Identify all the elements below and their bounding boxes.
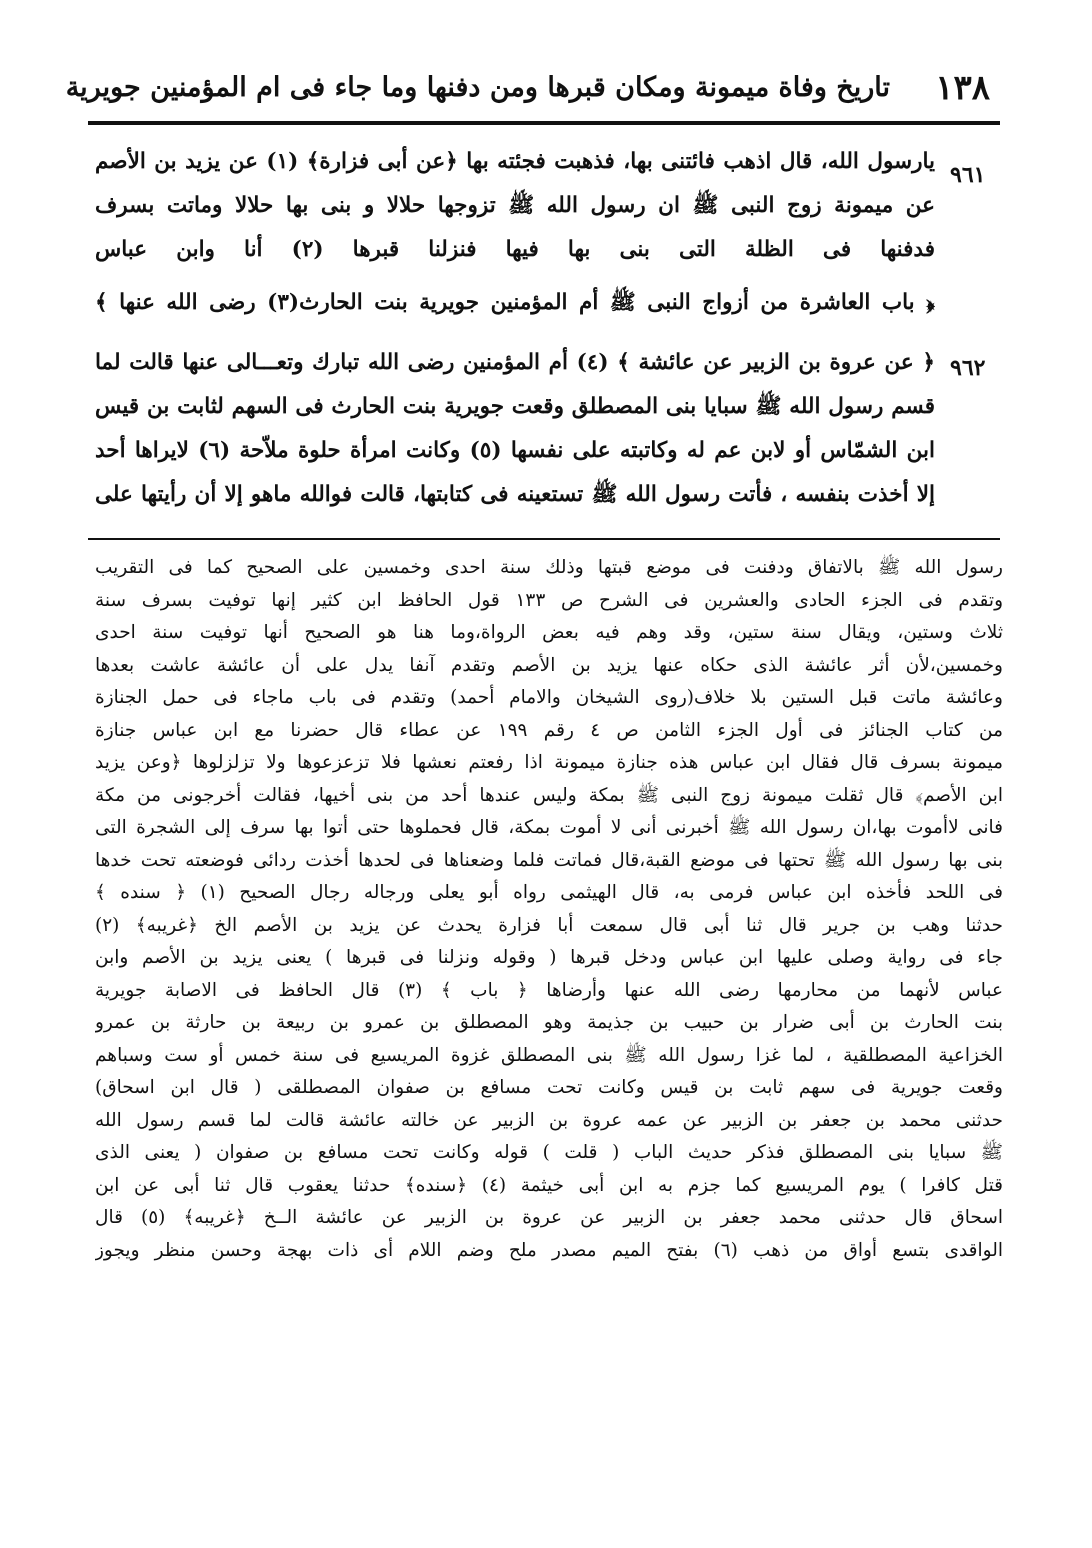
hadith-962-text	[95, 341, 935, 517]
footnote-line: ميمونة بسرف قال فقال ابن عباس هذه جنازة ميمونة اذا رفعتم نعشها فلا تزعزعوها ولا تزلزلوها ﴿وعن يزيد	[95, 752, 1003, 773]
hadith-number-962: ٩٦٢	[950, 355, 986, 381]
text-line: قسم رسول الله ﷺ سبايا بنى المصطلق وقعت جويرية بنت الحارث فى السهم لثابت بن قيس	[95, 394, 935, 419]
hadith-961-text	[95, 140, 935, 272]
footnote-line: الخزاعية المصطلقية ، لما غزا رسول الله ﷺ بنى المصطلق غزوة المريسيع فى سنة خمس أو ست وسباهم	[95, 1044, 1003, 1066]
footnote-rule	[88, 538, 1000, 540]
text-line: عن ميمونة زوج النبى ﷺ ان رسول الله ﷺ تزوجها حلالا و بنى بها حلالا وماتت بسرف	[95, 193, 935, 218]
footnote-line: ابن الأصم﴾ قال ثقلت ميمونة زوج النبى ﷺ بمكة وليس عندها أحد من بنى أخيها، فقالت أخرجونى من مكة	[95, 784, 1003, 806]
chapter-heading-line: ﴿ باب العاشرة من أزواج النبى ﷺ أم المؤمنين جويرية بنت الحارث(٣) رضى الله عنها ﴾	[95, 290, 935, 315]
footnote-line: فى اللحد فأخذه ابن عباس فرمى به، قال الهيثمى رواه أبو يعلى ورجاله رجال الصحيح (١) ﴿ سنده ﴾	[95, 882, 1003, 903]
chapter-heading	[95, 281, 935, 325]
footnote-line: رسول الله ﷺ بالاتفاق ودفنت فى موضع قبتها وذلك سنة احدى وخمسين على الصحيح كما فى التقريب	[95, 557, 1003, 578]
footnote-line: بنى بها رسول الله ﷺ تحتها فى موضع القبة،قال فماتت فلما وضعناها فى لحدها أخذت ردائى فوضعته تحت خدها	[95, 849, 1003, 871]
text-line: ابن الشمّاس أو لابن عم له وكاتبته على نفسها (٥) وكانت امرأة حلوة ملاّحة (٦) لايراها أحد	[95, 438, 935, 463]
footnotes	[95, 552, 1003, 1267]
footnote-line: حدثنا وهب بن جرير قال ثنا أبى قال سمعت أبا فزارة يحدث عن يزيد بن الأصم الخ ﴿غريبه﴾ (٢)	[95, 914, 1003, 936]
page-number: ١٣٨	[935, 68, 990, 108]
footnote-line: الواقدى بتسع أواق من ذهب (٦) بفتح الميم مصدر ملح وضم اللام أى ذات بهجة وحسن منظر ويجوز	[95, 1239, 1003, 1261]
footnote-line: وقعت جويرية فى سهم ثابت بن قيس وكانت تحت مسافع بن صفوان المصطلقى ( قال ابن اسحاق)	[95, 1077, 1003, 1098]
footnote-line: حدثنى محمد بن جعفر بن الزبير عن عمه عروة بن الزبير عن خالته عائشة قالت لما قسم رسول الله	[95, 1109, 1003, 1131]
footnote-line: وتقدم فى الجزء الحادى والعشرين فى الشرح ص ١٣٣ قول الحافظ ابن كثير إنها توفيت بسرف سنة	[95, 589, 1003, 611]
footnote-line: اسحاق قال حدثنى محمد جعفر بن الزبير عن عروة بن الزبير عن عائشة الــخ ﴿غريبه﴾ (٥) قال	[95, 1207, 1003, 1228]
footnote-line: قتل كافرا ) يوم المريسيع كما جزم به ابن أبى خيثمة (٤) ﴿سنده﴾ حدثنا يعقوب قال ثنا أبى عن ابن	[95, 1174, 1003, 1196]
text-line: ﴿ عن عروة بن الزبير عن عائشة ﴾ (٤) أم المؤمنين رضى الله تبارك وتعـــالى عنها قالت لما	[95, 350, 935, 375]
footnote-line: من كتاب الجنائز فى أول الجزء الثامن ص ٤ رقم ١٩٩ عن عطاء قال حضرنا مع ابن عباس جنازة	[95, 719, 1003, 741]
footnote-line: بنت الحارث بن أبى ضرار بن حبيب بن جذيمة وهو المصطلق بن عمرو بن ربيعة بن حارثة بن عمرو	[95, 1012, 1003, 1033]
page-header	[65, 62, 990, 118]
footnote-line: وخمسين،لأن أثر عائشة الذى حكاه عنها يزيد بن الأصم وتقدم آنفا يدل على أن عائشة عاشت بعدها	[95, 654, 1003, 676]
hadith-number-961: ٩٦١	[950, 162, 986, 188]
text-line: يارسول الله، قال اذهب فائتنى بها، فذهبت فجئته بها ﴿عن أبى فزارة﴾ (١) عن يزيد بن الأصم	[95, 149, 935, 174]
footnote-line: ثلاث وستين، ويقال سنة ستين، وقد وهم فيه بعض الرواة،وما هنا هو الصحيح أنها توفيت سنة احدى	[95, 622, 1003, 643]
footnote-line: وعائشة ماتت قبل الستين بلا خلاف(روى الشيخان والامام أحمد) وتقدم فى باب ماجاء فى حمل الجنازة	[95, 687, 1003, 708]
footnote-line: فانى لاأموت بها،ان رسول الله ﷺ أخبرنى أنى لا أموت بمكة، قال فحملوها حتى أتوا بها سرف إلى الشجرة التى	[95, 817, 1003, 838]
footnote-line: جاء فى رواية وصلى عليها ابن عباس ودخل قبرها ( وقوله ونزلنا فى قبرها ) يعنى يزيد بن الأصم وابن	[95, 947, 1003, 968]
header-rule	[88, 121, 1000, 125]
text-line: إلا أخذت بنفسه ، فأتت رسول الله ﷺ تستعينه فى كتابتها، قالت فوالله ماهو إلا أن رأيتها على	[95, 482, 935, 507]
running-title: تاريخ وفاة ميمونة ومكان قبرها ومن دفنها وما جاء فى ام المؤمنين جويرية	[65, 72, 890, 103]
footnote-line: عباس لأنهما من محارمها رضى الله عنها وأرضاها ﴿ باب ﴾ (٣) قال الحافظ فى الاصابة جويرية	[95, 979, 1003, 1001]
text-line: فدفنها فى الظلة التى بنى بها فيها فنزلنا قبرها (٢) أنا وابن عباس	[95, 237, 935, 262]
footnote-line: ﷺ سبايا بنى المصطلق فذكر حديث الباب ( قلت ) قوله وكانت تحت مسافع بن صفوان ( يعنى الذى	[95, 1142, 1003, 1163]
